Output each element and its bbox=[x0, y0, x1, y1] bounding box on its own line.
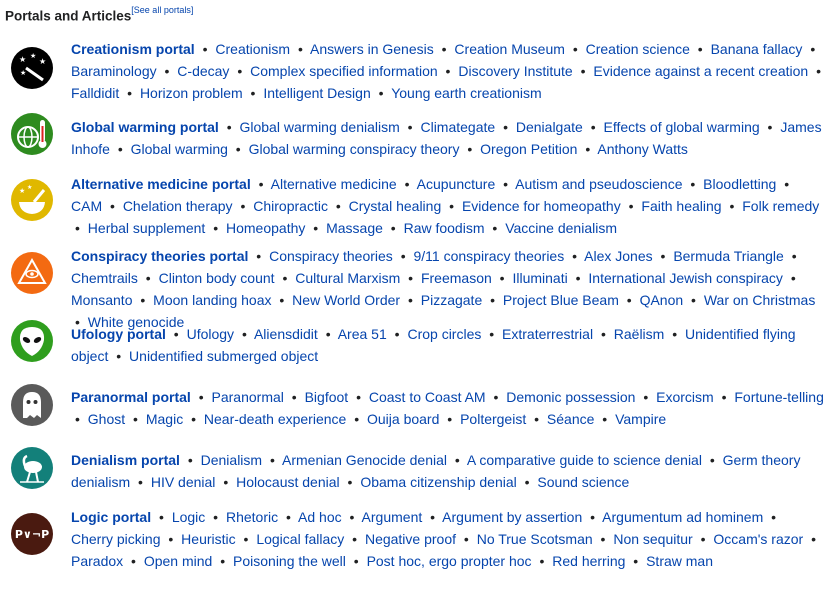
bullet-separator: • bbox=[291, 389, 297, 405]
bullet-separator: • bbox=[378, 85, 384, 101]
bullet-separator: • bbox=[213, 509, 219, 525]
bullet-separator: • bbox=[390, 220, 396, 236]
article-link[interactable]: Unidentified submerged object bbox=[129, 348, 319, 364]
bullet-separator: • bbox=[810, 41, 816, 57]
svg-text:★: ★ bbox=[30, 53, 37, 60]
portal-links bbox=[71, 173, 825, 239]
bullet-separator: • bbox=[349, 509, 355, 525]
bullet-separator: • bbox=[467, 141, 473, 157]
bullet-separator: • bbox=[131, 553, 136, 569]
article-link[interactable]: Raëlism bbox=[613, 326, 665, 342]
article-link[interactable]: Open mind bbox=[143, 553, 213, 569]
article-link[interactable]: Intelligent Design bbox=[263, 85, 371, 101]
bullet-separator: • bbox=[767, 119, 773, 135]
article-link[interactable]: Post hoc, ergo propter hoc bbox=[366, 553, 532, 569]
article-link[interactable]: Bigfoot bbox=[304, 389, 349, 405]
article-link[interactable]: James Inhofe bbox=[71, 119, 822, 157]
bullet-separator: • bbox=[449, 198, 455, 214]
article-link[interactable]: Homeopathy bbox=[226, 220, 306, 236]
portal-link[interactable]: Logic portal bbox=[71, 509, 152, 525]
eye-pyramid-icon bbox=[10, 251, 54, 295]
bullet-separator: • bbox=[539, 553, 545, 569]
bullet-separator: • bbox=[286, 509, 291, 525]
article-link[interactable]: New World Order bbox=[292, 292, 401, 308]
bullet-separator: • bbox=[784, 176, 790, 192]
bullet-separator: • bbox=[590, 119, 596, 135]
article-link[interactable]: Herbal supplement bbox=[87, 220, 206, 236]
article-link[interactable]: Exorcism bbox=[656, 389, 714, 405]
article-link[interactable]: Germ theory denialism bbox=[71, 452, 801, 490]
article-link[interactable]: Faith healing bbox=[641, 198, 722, 214]
article-link[interactable]: Effects of global warming bbox=[603, 119, 760, 135]
article-link[interactable]: Argument by assertion bbox=[442, 509, 583, 525]
article-link[interactable]: War on Christmas bbox=[703, 292, 816, 308]
article-link[interactable]: Baraminology bbox=[71, 63, 157, 79]
article-link[interactable]: Ouija board bbox=[367, 411, 440, 427]
bullet-separator: • bbox=[241, 326, 247, 342]
bullet-separator: • bbox=[256, 248, 262, 264]
portal-links bbox=[71, 116, 825, 160]
bullet-separator: • bbox=[133, 411, 138, 427]
article-link[interactable]: Moon landing hoax bbox=[153, 292, 272, 308]
article-link[interactable]: Heuristic bbox=[181, 531, 236, 547]
bullet-separator: • bbox=[572, 248, 578, 264]
article-link[interactable]: Autism and pseudoscience bbox=[515, 176, 683, 192]
article-link[interactable]: Coast to Coast AM bbox=[368, 389, 486, 405]
section-title: Portals and Articles bbox=[5, 8, 132, 24]
article-link[interactable]: Acupuncture bbox=[416, 176, 496, 192]
article-link[interactable]: Bermuda Triangle bbox=[673, 248, 784, 264]
portal-link[interactable]: Conspiracy theories portal bbox=[71, 248, 249, 264]
article-link[interactable]: HIV denial bbox=[150, 474, 216, 490]
bullet-separator: • bbox=[168, 531, 174, 547]
bullet-separator: • bbox=[279, 292, 285, 308]
bullet-separator: • bbox=[237, 63, 243, 79]
article-link[interactable]: QAnon bbox=[639, 292, 684, 308]
mortar-pestle-icon bbox=[10, 178, 54, 222]
article-link[interactable]: Clinton body count bbox=[158, 270, 275, 286]
article-link[interactable]: Straw man bbox=[646, 553, 714, 569]
article-link[interactable]: Creation science bbox=[585, 41, 690, 57]
article-link[interactable]: Magic bbox=[145, 411, 184, 427]
article-link[interactable]: Paradox bbox=[71, 553, 124, 569]
article-link[interactable]: Bloodletting bbox=[703, 176, 777, 192]
article-link[interactable]: Demonic possession bbox=[506, 389, 636, 405]
bullet-separator: • bbox=[580, 63, 586, 79]
article-link[interactable]: Ad hoc bbox=[298, 509, 342, 525]
portal-links bbox=[71, 323, 825, 367]
bullet-separator: • bbox=[454, 452, 460, 468]
bullet-separator: • bbox=[353, 553, 359, 569]
bullet-separator: • bbox=[600, 531, 606, 547]
bullet-separator: • bbox=[313, 220, 319, 236]
portal-links bbox=[71, 386, 825, 430]
see-all-portals-link[interactable]: [See all portals] bbox=[131, 5, 194, 15]
bullet-separator: • bbox=[445, 63, 451, 79]
bullet-separator: • bbox=[159, 509, 164, 525]
article-link[interactable]: Conspiracy theories bbox=[269, 248, 393, 264]
article-link[interactable]: Séance bbox=[546, 411, 595, 427]
portal-links bbox=[71, 506, 825, 572]
bullet-separator: • bbox=[771, 509, 777, 525]
article-link[interactable]: Complex specified information bbox=[250, 63, 438, 79]
article-link[interactable]: Folk remedy bbox=[742, 198, 820, 214]
bullet-separator: • bbox=[816, 63, 822, 79]
bullet-separator: • bbox=[297, 41, 303, 57]
bullet-separator: • bbox=[691, 292, 696, 308]
svg-text:★: ★ bbox=[19, 188, 26, 195]
article-link[interactable]: Oregon Petition bbox=[480, 141, 578, 157]
alien-head-icon bbox=[10, 319, 54, 363]
bullet-separator: • bbox=[600, 326, 606, 342]
article-link[interactable]: Answers in Genesis bbox=[310, 41, 434, 57]
article-link[interactable]: Fortune-telling bbox=[734, 389, 824, 405]
bullet-separator: • bbox=[202, 41, 208, 57]
bullet-separator: • bbox=[490, 292, 496, 308]
article-link[interactable]: International Jewish conspiracy bbox=[588, 270, 783, 286]
article-link[interactable]: Chelation therapy bbox=[122, 198, 233, 214]
article-link[interactable]: Monsanto bbox=[71, 292, 133, 308]
bullet-separator: • bbox=[269, 452, 275, 468]
bullet-separator: • bbox=[572, 41, 578, 57]
bullet-separator: • bbox=[191, 411, 196, 427]
article-link[interactable]: No True Scotsman bbox=[476, 531, 593, 547]
bullet-separator: • bbox=[447, 411, 453, 427]
article-link[interactable]: Argumentum ad hominem bbox=[602, 509, 764, 525]
bullet-separator: • bbox=[250, 85, 256, 101]
article-link[interactable]: Chiropractic bbox=[253, 198, 328, 214]
portal-link[interactable]: Creationism portal bbox=[71, 41, 195, 57]
bullet-separator: • bbox=[223, 474, 229, 490]
bullet-separator: • bbox=[628, 198, 634, 214]
bullet-separator: • bbox=[493, 389, 499, 405]
article-link[interactable]: Occam's razor bbox=[713, 531, 804, 547]
bullet-separator: • bbox=[404, 176, 410, 192]
portal-link[interactable]: Denialism portal bbox=[71, 452, 180, 468]
bullet-separator: • bbox=[335, 198, 341, 214]
bullet-separator: • bbox=[626, 292, 632, 308]
article-link[interactable]: Ghost bbox=[87, 411, 126, 427]
article-link[interactable]: Alternative medicine bbox=[270, 176, 397, 192]
portal-link[interactable]: Paranormal portal bbox=[71, 389, 191, 405]
bullet-separator: • bbox=[116, 348, 122, 364]
article-link[interactable]: Negative proof bbox=[364, 531, 457, 547]
article-link[interactable]: Raw foodism bbox=[403, 220, 485, 236]
bullet-separator: • bbox=[585, 141, 591, 157]
bullet-separator: • bbox=[145, 270, 151, 286]
logic-symbol-icon bbox=[10, 512, 54, 556]
portal-link[interactable]: Ufology portal bbox=[71, 326, 166, 342]
bullet-separator: • bbox=[791, 248, 797, 264]
bullet-separator: • bbox=[235, 141, 241, 157]
article-link[interactable]: Illuminati bbox=[512, 270, 568, 286]
bullet-separator: • bbox=[633, 553, 639, 569]
article-link[interactable]: Creation Museum bbox=[454, 41, 565, 57]
article-link[interactable]: Red herring bbox=[552, 553, 626, 569]
portal-links bbox=[71, 38, 825, 104]
article-link[interactable]: Extraterrestrial bbox=[502, 326, 594, 342]
bullet-separator: • bbox=[138, 474, 143, 490]
bullet-separator: • bbox=[602, 411, 608, 427]
section-heading bbox=[5, 7, 193, 24]
bullet-separator: • bbox=[590, 509, 596, 525]
svg-text:P∨¬P: P∨¬P bbox=[14, 528, 50, 541]
bullet-separator: • bbox=[282, 270, 288, 286]
portal-links bbox=[71, 449, 825, 493]
article-link[interactable]: Vaccine denialism bbox=[505, 220, 617, 236]
bullet-separator: • bbox=[524, 474, 530, 490]
bullet-separator: • bbox=[187, 452, 193, 468]
article-link[interactable]: Evidence for homeopathy bbox=[461, 198, 621, 214]
article-link[interactable]: Denialgate bbox=[515, 119, 583, 135]
article-link[interactable]: Chemtrails bbox=[71, 270, 138, 286]
article-link[interactable]: CAM bbox=[71, 198, 103, 214]
bullet-separator: • bbox=[226, 119, 232, 135]
article-link[interactable]: Vampire bbox=[615, 411, 667, 427]
article-link[interactable]: Poisoning the well bbox=[233, 553, 346, 569]
bullet-separator: • bbox=[394, 326, 400, 342]
svg-text:★: ★ bbox=[20, 70, 27, 77]
creationism-stars-icon bbox=[10, 46, 54, 90]
article-link[interactable]: Cherry picking bbox=[71, 531, 161, 547]
article-link[interactable]: Non sequitur bbox=[613, 531, 693, 547]
portal-link[interactable]: Global warming portal bbox=[71, 119, 219, 135]
article-link[interactable]: A comparative guide to science denial bbox=[466, 452, 702, 468]
article-link[interactable]: Denialism bbox=[200, 452, 263, 468]
bullet-separator: • bbox=[75, 411, 80, 427]
ghost-icon bbox=[10, 383, 54, 427]
bullet-separator: • bbox=[790, 270, 796, 286]
bullet-separator: • bbox=[407, 292, 413, 308]
article-link[interactable]: Banana fallacy bbox=[710, 41, 803, 57]
article-link[interactable]: Creationism bbox=[215, 41, 291, 57]
bullet-separator: • bbox=[503, 176, 509, 192]
bullet-separator: • bbox=[700, 531, 706, 547]
ostrich-icon bbox=[10, 446, 54, 490]
article-link[interactable]: Rhetoric bbox=[225, 509, 279, 525]
bullet-separator: • bbox=[407, 119, 413, 135]
article-link[interactable]: Climategate bbox=[420, 119, 496, 135]
article-link[interactable]: Evidence against a recent creation bbox=[593, 63, 809, 79]
article-link[interactable]: Holocaust denial bbox=[236, 474, 340, 490]
bullet-separator: • bbox=[173, 326, 179, 342]
bullet-separator: • bbox=[347, 474, 353, 490]
article-link[interactable]: Massage bbox=[326, 220, 383, 236]
article-link[interactable]: Logical fallacy bbox=[256, 531, 345, 547]
article-link[interactable]: Armenian Genocide denial bbox=[282, 452, 447, 468]
article-link[interactable]: Global warming conspiracy theory bbox=[248, 141, 460, 157]
bullet-separator: • bbox=[672, 326, 678, 342]
bullet-separator: • bbox=[690, 176, 696, 192]
article-link[interactable]: Obama citizenship denial bbox=[360, 474, 517, 490]
article-link[interactable]: Crystal healing bbox=[348, 198, 442, 214]
bullet-separator: • bbox=[492, 220, 498, 236]
bullet-separator: • bbox=[503, 119, 508, 135]
bullet-separator: • bbox=[140, 292, 146, 308]
bullet-separator: • bbox=[430, 509, 436, 525]
bullet-separator: • bbox=[499, 270, 505, 286]
bullet-separator: • bbox=[240, 198, 246, 214]
article-link[interactable]: Global warming denialism bbox=[239, 119, 400, 135]
bullet-separator: • bbox=[408, 270, 414, 286]
article-link[interactable]: Horizon problem bbox=[139, 85, 243, 101]
bullet-separator: • bbox=[400, 248, 406, 264]
bullet-separator: • bbox=[575, 270, 581, 286]
bullet-separator: • bbox=[489, 326, 495, 342]
article-link[interactable]: Area 51 bbox=[337, 326, 387, 342]
bullet-separator: • bbox=[463, 531, 469, 547]
bullet-separator: • bbox=[356, 389, 361, 405]
bullet-separator: • bbox=[164, 63, 170, 79]
bullet-separator: • bbox=[75, 314, 80, 330]
bullet-separator: • bbox=[721, 389, 727, 405]
article-link[interactable]: Unidentified flying object bbox=[71, 326, 796, 364]
article-link[interactable]: Alex Jones bbox=[584, 248, 653, 264]
article-link[interactable]: Project Blue Beam bbox=[502, 292, 619, 308]
bullet-separator: • bbox=[220, 553, 226, 569]
article-link[interactable]: Anthony Watts bbox=[597, 141, 688, 157]
article-link[interactable]: Pizzagate bbox=[420, 292, 483, 308]
bullet-separator: • bbox=[643, 389, 649, 405]
bullet-separator: • bbox=[75, 220, 80, 236]
article-link[interactable]: Freemason bbox=[420, 270, 492, 286]
article-link[interactable]: Falldidit bbox=[71, 85, 120, 101]
bullet-separator: • bbox=[697, 41, 703, 57]
svg-text:★: ★ bbox=[19, 55, 27, 64]
bullet-separator: • bbox=[352, 531, 358, 547]
bullet-separator: • bbox=[258, 176, 264, 192]
bullet-separator: • bbox=[354, 411, 360, 427]
bullet-separator: • bbox=[110, 198, 115, 214]
article-link[interactable]: Logic bbox=[171, 509, 206, 525]
bullet-separator: • bbox=[660, 248, 666, 264]
bullet-separator: • bbox=[243, 531, 249, 547]
bullet-separator: • bbox=[441, 41, 447, 57]
portal-link[interactable]: Alternative medicine portal bbox=[71, 176, 251, 192]
article-link[interactable]: Crop circles bbox=[407, 326, 482, 342]
bullet-separator: • bbox=[325, 326, 331, 342]
bullet-separator: • bbox=[198, 389, 204, 405]
article-link[interactable]: Near-death experience bbox=[203, 411, 347, 427]
article-link[interactable]: Aliensdidit bbox=[253, 326, 318, 342]
article-link[interactable]: Ufology bbox=[186, 326, 235, 342]
article-link[interactable]: Discovery Institute bbox=[458, 63, 573, 79]
portal-links bbox=[71, 245, 825, 333]
article-link[interactable]: 9/11 conspiracy theories bbox=[413, 248, 565, 264]
bullet-separator: • bbox=[117, 141, 123, 157]
article-link[interactable]: Argument bbox=[361, 509, 423, 525]
bullet-separator: • bbox=[213, 220, 219, 236]
article-link[interactable]: Sound science bbox=[537, 474, 630, 490]
bullet-separator: • bbox=[127, 85, 133, 101]
bullet-separator: • bbox=[729, 198, 735, 214]
global-warming-icon bbox=[10, 112, 54, 156]
bullet-separator: • bbox=[534, 411, 540, 427]
article-link[interactable]: Young earth creationism bbox=[391, 85, 542, 101]
article-link[interactable]: Cultural Marxism bbox=[295, 270, 401, 286]
svg-text:★: ★ bbox=[27, 185, 33, 191]
article-link[interactable]: Global warming bbox=[130, 141, 228, 157]
article-link[interactable]: Poltergeist bbox=[460, 411, 527, 427]
bullet-separator: • bbox=[811, 531, 816, 547]
svg-text:★: ★ bbox=[39, 57, 47, 66]
article-link[interactable]: White genocide bbox=[87, 314, 185, 330]
article-link[interactable]: C-decay bbox=[177, 63, 230, 79]
bullet-separator: • bbox=[709, 452, 715, 468]
article-link[interactable]: Paranormal bbox=[211, 389, 284, 405]
